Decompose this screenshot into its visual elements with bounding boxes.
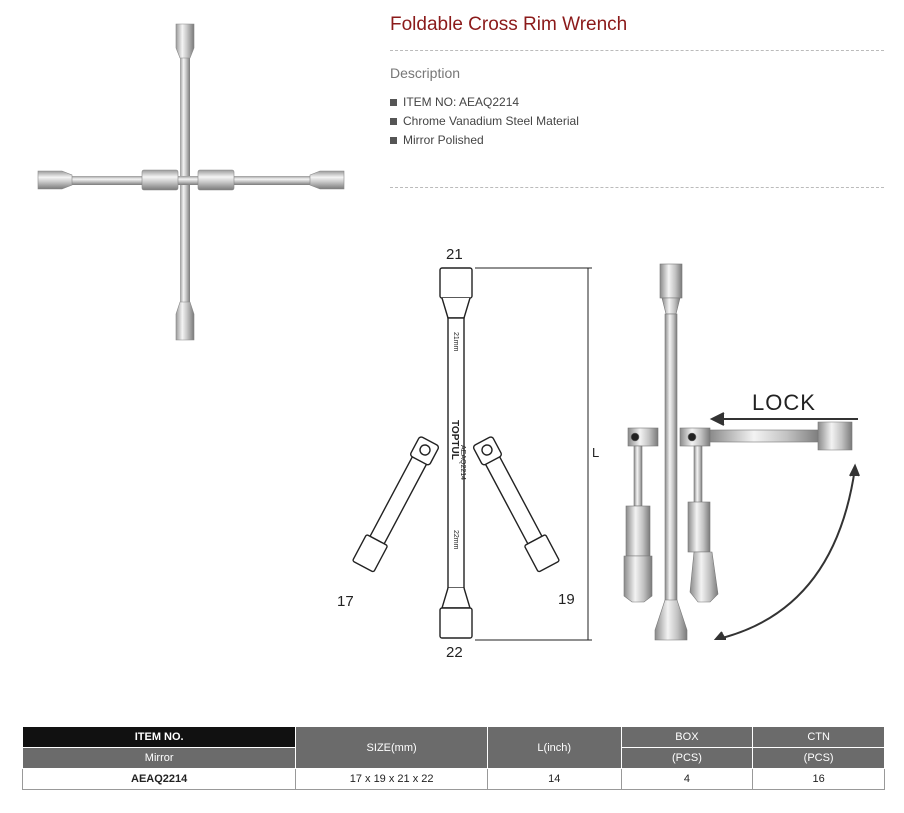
product-photo — [30, 20, 350, 350]
cell-length: 14 — [487, 769, 621, 790]
header-finish: Mirror — [23, 748, 296, 769]
header-item-no: ITEM NO. — [23, 727, 296, 748]
engraving-brand: TOPTUL — [449, 420, 460, 460]
description-heading: Description — [390, 65, 461, 81]
spec-table — [22, 726, 885, 790]
header-size: SIZE(mm) — [296, 727, 488, 769]
product-title: Foldable Cross Rim Wrench — [390, 14, 628, 35]
size-label-right: 19 — [558, 591, 575, 608]
description-item: Chrome Vanadium Steel Material — [390, 112, 579, 131]
engraving-22: 22mm — [452, 530, 459, 550]
cell-box: 4 — [621, 769, 753, 790]
header-box: BOX — [621, 727, 753, 748]
bullet-icon — [390, 118, 397, 125]
length-label: L — [592, 445, 600, 460]
technical-diagram — [330, 240, 870, 670]
header-box-unit: (PCS) — [621, 748, 753, 769]
header-ctn-unit: (PCS) — [753, 748, 885, 769]
description-list — [390, 93, 579, 150]
description-item: Mirror Polished — [390, 131, 579, 150]
engraving-item: AEAQ2214 — [459, 445, 466, 481]
cell-ctn: 16 — [753, 769, 885, 790]
size-label-top: 21 — [446, 246, 463, 263]
bullet-icon — [390, 137, 397, 144]
divider — [390, 187, 884, 188]
cell-size: 17 x 19 x 21 x 22 — [296, 769, 488, 790]
engraving-21: 21mm — [452, 332, 459, 352]
header-length: L(inch) — [487, 727, 621, 769]
lock-label: LOCK — [752, 390, 816, 415]
table-row — [23, 769, 885, 790]
divider — [390, 50, 884, 51]
description-item: ITEM NO: AEAQ2214 — [390, 93, 579, 112]
header-ctn: CTN — [753, 727, 885, 748]
bullet-icon — [390, 99, 397, 106]
cell-item: AEAQ2214 — [23, 769, 296, 790]
size-label-left: 17 — [337, 593, 354, 610]
size-label-bottom: 22 — [446, 644, 463, 661]
